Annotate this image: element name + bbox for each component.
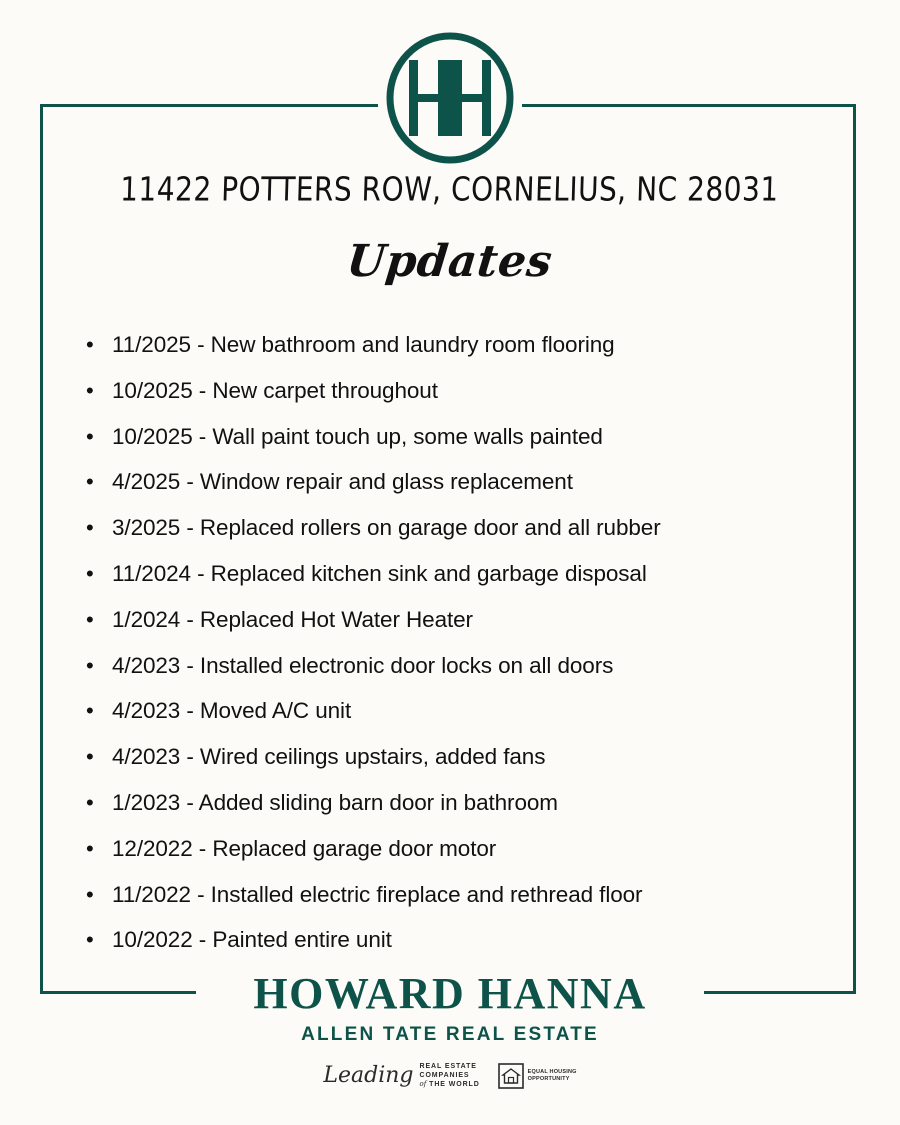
leading-tagline-world: THE WORLD (429, 1081, 480, 1088)
equal-housing-text (528, 1069, 577, 1083)
list-item: • 11/2024 - Replaced kitchen sink and garbage disposal (78, 551, 838, 597)
list-item: • 10/2025 - New carpet throughout (78, 368, 838, 414)
section-title (0, 236, 900, 287)
section-title-text: Updates (344, 236, 556, 287)
brand-block (0, 968, 900, 1046)
list-item: • 11/2025 - New bathroom and laundry room flooring (78, 322, 838, 368)
list-item: • 1/2023 - Added sliding barn door in bathroom (78, 780, 838, 826)
brand-name: HOWARD HANNA (253, 969, 647, 1018)
list-item: • 4/2023 - Installed electronic door locks on all doors (78, 643, 838, 689)
updates-list (78, 322, 838, 963)
leading-tagline (420, 1062, 480, 1089)
list-item: • 12/2022 - Replaced garage door motor (78, 826, 838, 872)
brand-logo (0, 30, 900, 166)
eho-line2: OPPORTUNITY (527, 1075, 570, 1082)
leading-tagline-line3 (420, 1080, 480, 1089)
leading-tagline-line1: REAL ESTATE (419, 1063, 477, 1070)
list-item: • 3/2025 - Replaced rollers on garage door and all rubber (78, 505, 838, 551)
list-item: • 11/2022 - Installed electric fireplace and rethread floor (78, 872, 838, 918)
equal-housing-opportunity-icon (498, 1063, 524, 1089)
list-item: • 10/2022 - Painted entire unit (78, 917, 838, 963)
leading-wordmark: Leading (323, 1062, 414, 1088)
list-item: • 4/2023 - Wired ceilings upstairs, added fans (78, 734, 838, 780)
list-item: • 10/2025 - Wall paint touch up, some walls painted (78, 414, 838, 460)
equal-housing-block (498, 1063, 577, 1089)
howard-hanna-monogram-icon (376, 30, 524, 166)
leading-tagline-of: of (419, 1080, 427, 1088)
list-item: • 4/2023 - Moved A/C unit (78, 688, 838, 734)
leading-tagline-line2: COMPANIES (419, 1072, 470, 1079)
leading-real-estate-companies-logo (323, 1062, 479, 1089)
brand-subtitle: ALLEN TATE REAL ESTATE (301, 1024, 599, 1045)
footer-affiliations (0, 1062, 900, 1089)
list-item: • 4/2025 - Window repair and glass replacement (78, 459, 838, 505)
list-item: • 1/2024 - Replaced Hot Water Heater (78, 597, 838, 643)
eho-line1: EQUAL HOUSING (527, 1068, 577, 1075)
page-title: 11422 POTTERS ROW, CORNELIUS, NC 28031 (119, 170, 780, 209)
